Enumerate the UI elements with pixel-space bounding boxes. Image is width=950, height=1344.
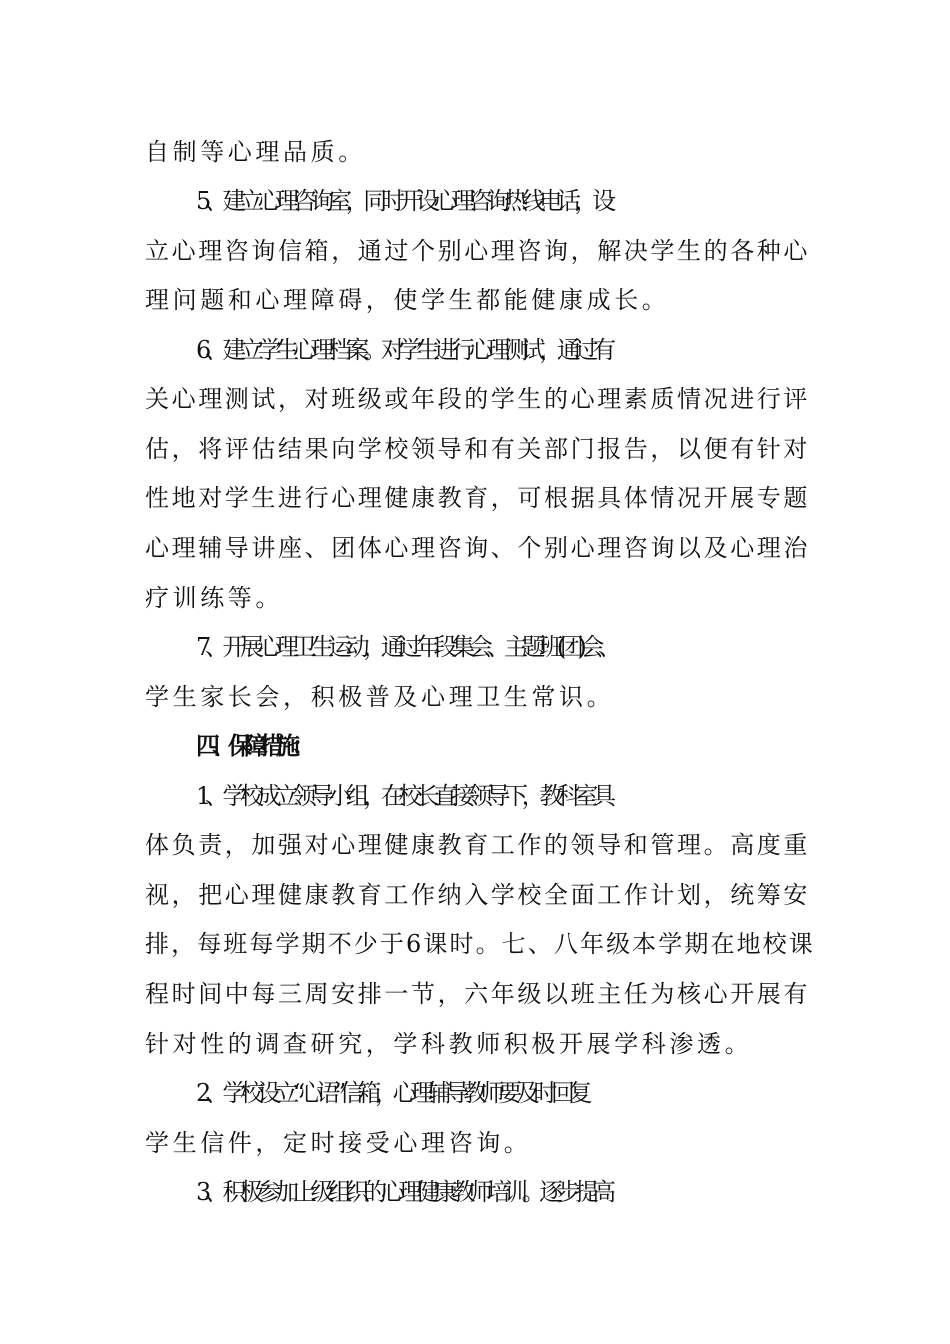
text-line: 排，每班每学期不少于6课时。七、八年级本学期在地校课 (145, 930, 815, 958)
section-heading: 四、保障措施： (196, 732, 308, 760)
text-line: 程时间中每三周安排一节，六年级以班主任为核心开展有 (145, 980, 810, 1008)
text-line: 学生信件，定时接受心理咨询。 (145, 1129, 532, 1157)
text-line: 针对性的调查研究，学科教师积极开展学科渗透。 (145, 1030, 753, 1058)
paragraph-7-start: 7、开展心理卫生运动，通过年段集会、主题班(团)会、 (196, 633, 616, 661)
text-line: 心理辅导讲座、团体心理咨询、个别心理咨询以及心理治 (145, 534, 810, 562)
text-line: 关心理测试，对班级或年段的学生的心理素质情况进行评 (145, 385, 810, 413)
text-line: 学生家长会，积极普及心理卫生常识。 (145, 683, 615, 711)
paragraph-5-start: 5、建立心理咨询室，同时开设心理咨询热线电话，设 (196, 187, 610, 215)
paragraph-2-start: 2、学校设立“心语”信箱，心理辅导教师要及时回复 (196, 1079, 587, 1107)
text-line: 性地对学生进行心理健康教育，可根据具体情况开展专题 (145, 484, 810, 512)
text-line: 疗训练等。 (145, 584, 283, 612)
text-line: 自制等心理品质。 (145, 138, 366, 166)
text-line: 理问题和心理障碍，使学生都能健康成长。 (145, 286, 670, 314)
paragraph-6-start: 6、建立学生心理档案。对学生进行心理测试，通过有 (196, 336, 610, 364)
text-line: 立心理咨询信箱，通过个别心理咨询，解决学生的各种心 (145, 237, 810, 265)
text-line: 估，将评估结果向学校领导和有关部门报告，以便有针对 (145, 435, 810, 463)
text-line: 视，把心理健康教育工作纳入学校全面工作计划，统筹安 (145, 881, 810, 909)
paragraph-3-start: 3、积极参加上级组织的心理健康教师培训。逐步提高 (196, 1178, 610, 1206)
text-line: 体负责，加强对心理健康教育工作的领导和管理。高度重 (145, 831, 810, 859)
paragraph-1-start: 1、学校成立领导小组，在校长直接领导下，教科室具 (196, 782, 610, 810)
